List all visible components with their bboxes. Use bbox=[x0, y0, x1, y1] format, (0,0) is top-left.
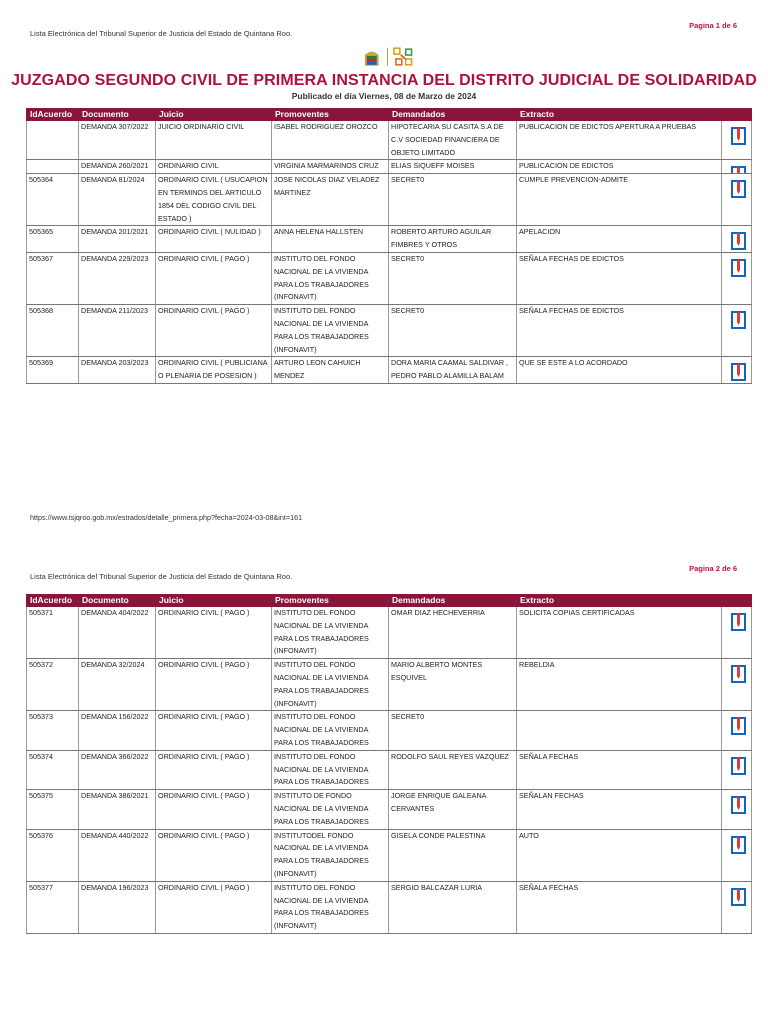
idacuerdo-cell: 505368 bbox=[27, 305, 79, 357]
header-text: Lista Electrónica del Tribunal Superior de Justicia del Estado de Quintana Roo. bbox=[30, 29, 293, 38]
col-idacuerdo: IdAcuerdo bbox=[27, 595, 79, 607]
juicio-cell: ORDINARIO CIVIL ( USUCAPION EN TERMINOS DEL ARTICULO 1854 DEL CODIGO CIVIL DEL ESTADO ) bbox=[156, 174, 272, 226]
idacuerdo-cell: 505377 bbox=[27, 881, 79, 933]
demandados-cell: SECRET0 bbox=[389, 174, 517, 226]
open-document-cell[interactable] bbox=[722, 160, 752, 174]
demandados-cell: DORA MARIA CAAMAL SALDIVAR , PEDRO PABLO ALAMILLA BALAM bbox=[389, 357, 517, 384]
extracto-cell: SOLICITA COPIAS CERTIFICADAS bbox=[517, 607, 722, 659]
demandados-cell: HIPOTECARIA SU CASITA S.A DE C.V SOCIEDAD FINANCIERA DE OBJETO LIMITADO bbox=[389, 121, 517, 160]
juicio-cell: ORDINARIO CIVIL ( PAGO ) bbox=[156, 829, 272, 881]
open-document-cell[interactable] bbox=[722, 357, 752, 384]
col-icon bbox=[722, 109, 752, 121]
promoventes-cell: INSTITUTO DEL FONDO NACIONAL DE LA VIVIENDA PARA LOS TRABAJADORES (INFONAVIT) bbox=[272, 607, 389, 659]
open-document-cell[interactable] bbox=[722, 607, 752, 659]
juicio-cell: ORDINARIO CIVIL ( PAGO ) bbox=[156, 252, 272, 304]
idacuerdo-cell: 505367 bbox=[27, 252, 79, 304]
document-icon[interactable] bbox=[730, 179, 747, 199]
logo-group bbox=[362, 46, 414, 68]
table-row bbox=[27, 160, 752, 174]
promoventes-cell: INSTITUTO DEL FONDO NACIONAL DE LA VIVIENDA PARA LOS TRABAJADORES bbox=[272, 711, 389, 750]
extracto-cell: CUMPLE PREVENCION-ADMITE bbox=[517, 174, 722, 226]
document-icon[interactable] bbox=[730, 362, 747, 382]
logo-divider bbox=[387, 48, 388, 66]
open-document-cell[interactable] bbox=[722, 305, 752, 357]
demandados-cell: JORGE ENRIQUE GALEANA CERVANTES bbox=[389, 790, 517, 829]
extracto-cell: APELACION bbox=[517, 226, 722, 253]
idacuerdo-cell: 505372 bbox=[27, 659, 79, 711]
juicio-cell: JUICIO ORDINARIO CIVIL bbox=[156, 121, 272, 160]
promoventes-cell: INSTITUTODEL FONDO NACIONAL DE LA VIVIENDA PARA LOS TRABAJADORES (INFONAVIT) bbox=[272, 829, 389, 881]
table-row bbox=[27, 659, 752, 711]
acuerdos-table-page-1 bbox=[26, 108, 752, 384]
quintana-roo-emblem-icon bbox=[362, 47, 382, 67]
promoventes-cell: INSTITUTO DE FONDO NACIONAL DE LA VIVIENDA PARA LOS TRABAJADORES bbox=[272, 790, 389, 829]
promoventes-cell: ANNA HELENA HALLSTEN bbox=[272, 226, 389, 253]
extracto-cell: SEÑALA FECHAS DE EDICTOS bbox=[517, 252, 722, 304]
juicio-cell: ORDINARIO CIVIL ( PAGO ) bbox=[156, 607, 272, 659]
col-extracto: Extracto bbox=[517, 109, 722, 121]
open-document-cell[interactable] bbox=[722, 711, 752, 750]
table-row bbox=[27, 252, 752, 304]
open-document-cell[interactable] bbox=[722, 121, 752, 160]
open-document-cell[interactable] bbox=[722, 750, 752, 789]
documento-cell: DEMANDA 229/2023 bbox=[79, 252, 156, 304]
col-promoventes: Promoventes bbox=[272, 595, 389, 607]
col-demandados: Demandados bbox=[389, 109, 517, 121]
extracto-cell: SEÑALA FECHAS bbox=[517, 881, 722, 933]
open-document-cell[interactable] bbox=[722, 174, 752, 226]
promoventes-cell: VIRGINIA MARMARINOS CRUZ bbox=[272, 160, 389, 174]
promoventes-cell: ARTURO LEON CAHUICH MENDEZ bbox=[272, 357, 389, 384]
extracto-cell bbox=[517, 711, 722, 750]
table-row bbox=[27, 829, 752, 881]
table-header-row bbox=[27, 595, 752, 607]
page-title: JUZGADO SEGUNDO CIVIL DE PRIMERA INSTANCIA DEL DISTRITO JUDICIAL DE SOLIDARIDAD bbox=[11, 72, 757, 89]
idacuerdo-cell: 505373 bbox=[27, 711, 79, 750]
page-number: Pagina 2 de 6 bbox=[689, 564, 737, 573]
extracto-cell: SEÑALA FECHAS bbox=[517, 750, 722, 789]
documento-cell: DEMANDA 260/2021 bbox=[79, 160, 156, 174]
open-document-cell[interactable] bbox=[722, 790, 752, 829]
demandados-cell: SECRET0 bbox=[389, 711, 517, 750]
demandados-cell: OMAR DIAZ HECHEVERRIA bbox=[389, 607, 517, 659]
idacuerdo-cell: 505371 bbox=[27, 607, 79, 659]
juicio-cell: ORDINARIO CIVIL ( PAGO ) bbox=[156, 790, 272, 829]
demandados-cell: RODOLFO SAUL REYES VAZQUEZ bbox=[389, 750, 517, 789]
header-text: Lista Electrónica del Tribunal Superior de Justicia del Estado de Quintana Roo. bbox=[30, 572, 293, 581]
table-row bbox=[27, 750, 752, 789]
idacuerdo-cell: 505364 bbox=[27, 174, 79, 226]
promoventes-cell: JOSE NICOLAS DIAZ VELADEZ MARTINEZ bbox=[272, 174, 389, 226]
documento-cell: DEMANDA 211/2023 bbox=[79, 305, 156, 357]
document-icon[interactable] bbox=[730, 756, 747, 776]
open-document-cell[interactable] bbox=[722, 252, 752, 304]
document-icon[interactable] bbox=[730, 231, 747, 251]
idacuerdo-cell: 505376 bbox=[27, 829, 79, 881]
extracto-cell: PUBLICACION DE EDICTOS APERTURA A PRUEBAS bbox=[517, 121, 722, 160]
col-icon bbox=[722, 595, 752, 607]
idacuerdo-cell: 505374 bbox=[27, 750, 79, 789]
juicio-cell: ORDINARIO CIVIL ( PAGO ) bbox=[156, 659, 272, 711]
idacuerdo-cell bbox=[27, 121, 79, 160]
idacuerdo-cell: 505369 bbox=[27, 357, 79, 384]
col-demandados: Demandados bbox=[389, 595, 517, 607]
documento-cell: DEMANDA 307/2022 bbox=[79, 121, 156, 160]
juicio-cell: ORDINARIO CIVIL ( PAGO ) bbox=[156, 305, 272, 357]
document-icon[interactable] bbox=[730, 795, 747, 815]
promoventes-cell: INSTITUTO DEL FONDO NACIONAL DE LA VIVIENDA PARA LOS TRABAJADORES (INFONAVIT) bbox=[272, 305, 389, 357]
documento-cell: DEMANDA 156/2022 bbox=[79, 711, 156, 750]
documento-cell: DEMANDA 366/2022 bbox=[79, 750, 156, 789]
idacuerdo-cell: 505375 bbox=[27, 790, 79, 829]
demandados-cell: GISELA CONDE PALESTINA bbox=[389, 829, 517, 881]
col-juicio: Juicio bbox=[156, 109, 272, 121]
extracto-cell: SEÑALAN FECHAS bbox=[517, 790, 722, 829]
document-icon[interactable] bbox=[730, 165, 747, 173]
juicio-cell: ORDINARIO CIVIL ( NULIDAD ) bbox=[156, 226, 272, 253]
documento-cell: DEMANDA 203/2023 bbox=[79, 357, 156, 384]
demandados-cell: SECRET0 bbox=[389, 252, 517, 304]
juicio-cell: ORDINARIO CIVIL ( PAGO ) bbox=[156, 711, 272, 750]
extracto-cell: AUTO bbox=[517, 829, 722, 881]
documento-cell: DEMANDA 196/2023 bbox=[79, 881, 156, 933]
demandados-cell: ROBERTO ARTURO AGUILAR FIMBRES Y OTROS bbox=[389, 226, 517, 253]
promoventes-cell: INSTITUTO DEL FONDO NACIONAL DE LA VIVIENDA PARA LOS TRABAJADORES (INFONAVIT) bbox=[272, 659, 389, 711]
document-icon[interactable] bbox=[730, 835, 747, 855]
documento-cell: DEMANDA 81/2024 bbox=[79, 174, 156, 226]
table-row bbox=[27, 357, 752, 384]
col-idacuerdo: IdAcuerdo bbox=[27, 109, 79, 121]
document-icon[interactable] bbox=[730, 716, 747, 736]
page-url[interactable]: https://www.tsjqroo.gob.mx/estrados/detalle_primera.php?fecha=2024-03-08&int=161 bbox=[30, 513, 303, 522]
juicio-cell: ORDINARIO CIVIL bbox=[156, 160, 272, 174]
promoventes-cell: INSTITUTO DEL FONDO NACIONAL DE LA VIVIENDA PARA LOS TRABAJADORES (INFONAVIT) bbox=[272, 252, 389, 304]
promoventes-cell: INSTITUTO DEL FONDO NACIONAL DE LA VIVIENDA PARA LOS TRABAJADORES bbox=[272, 750, 389, 789]
open-document-cell[interactable] bbox=[722, 829, 752, 881]
document-icon[interactable] bbox=[730, 887, 747, 907]
extracto-cell: PUBLICACION DE EDICTOS bbox=[517, 160, 722, 174]
table-row bbox=[27, 607, 752, 659]
extracto-cell: QUE SE ESTE A LO ACORDADO bbox=[517, 357, 722, 384]
open-document-cell[interactable] bbox=[722, 881, 752, 933]
demandados-cell: MARIO ALBERTO MONTES ESQUIVEL bbox=[389, 659, 517, 711]
open-document-cell[interactable] bbox=[722, 659, 752, 711]
documento-cell: DEMANDA 386/2021 bbox=[79, 790, 156, 829]
publication-date: Publicado el día Viernes, 08 de Marzo de 2024 bbox=[291, 91, 477, 101]
table-row bbox=[27, 174, 752, 226]
documento-cell: DEMANDA 404/2022 bbox=[79, 607, 156, 659]
document-icon[interactable] bbox=[730, 310, 747, 330]
documento-cell: DEMANDA 201/2021 bbox=[79, 226, 156, 253]
documento-cell: DEMANDA 440/2022 bbox=[79, 829, 156, 881]
idacuerdo-cell bbox=[27, 160, 79, 174]
table-row bbox=[27, 305, 752, 357]
tribunal-logo-icon bbox=[393, 47, 414, 67]
col-juicio: Juicio bbox=[156, 595, 272, 607]
juicio-cell: ORDINARIO CIVIL ( PAGO ) bbox=[156, 750, 272, 789]
extracto-cell: SEÑALA FECHAS DE EDICTOS bbox=[517, 305, 722, 357]
open-document-cell[interactable] bbox=[722, 226, 752, 253]
col-promoventes: Promoventes bbox=[272, 109, 389, 121]
extracto-cell: REBELDIA bbox=[517, 659, 722, 711]
col-documento: Documento bbox=[79, 595, 156, 607]
documento-cell: DEMANDA 32/2024 bbox=[79, 659, 156, 711]
table-row bbox=[27, 711, 752, 750]
document-icon[interactable] bbox=[730, 126, 747, 146]
demandados-cell: ELIAS SIQUEFF MOISES bbox=[389, 160, 517, 174]
col-documento: Documento bbox=[79, 109, 156, 121]
promoventes-cell: INSTITUTO DEL FONDO NACIONAL DE LA VIVIENDA PARA LOS TRABAJADORES (INFONAVIT) bbox=[272, 881, 389, 933]
promoventes-cell: ISABEL RODRIGUEZ OROZCO bbox=[272, 121, 389, 160]
document-icon[interactable] bbox=[730, 258, 747, 278]
table-row bbox=[27, 226, 752, 253]
table-header-row bbox=[27, 109, 752, 121]
table-row bbox=[27, 790, 752, 829]
page-number: Pagina 1 de 6 bbox=[689, 21, 737, 30]
acuerdos-table-page-2 bbox=[26, 594, 752, 934]
document-icon[interactable] bbox=[730, 664, 747, 684]
juicio-cell: ORDINARIO CIVIL ( PAGO ) bbox=[156, 881, 272, 933]
demandados-cell: SECRET0 bbox=[389, 305, 517, 357]
document-icon[interactable] bbox=[730, 612, 747, 632]
idacuerdo-cell: 505365 bbox=[27, 226, 79, 253]
table-row bbox=[27, 121, 752, 160]
col-extracto: Extracto bbox=[517, 595, 722, 607]
table-row bbox=[27, 881, 752, 933]
demandados-cell: SERGIO BALCAZAR LURIA bbox=[389, 881, 517, 933]
juicio-cell: ORDINARIO CIVIL ( PUBLICIANA O PLENARIA DE POSESION ) bbox=[156, 357, 272, 384]
